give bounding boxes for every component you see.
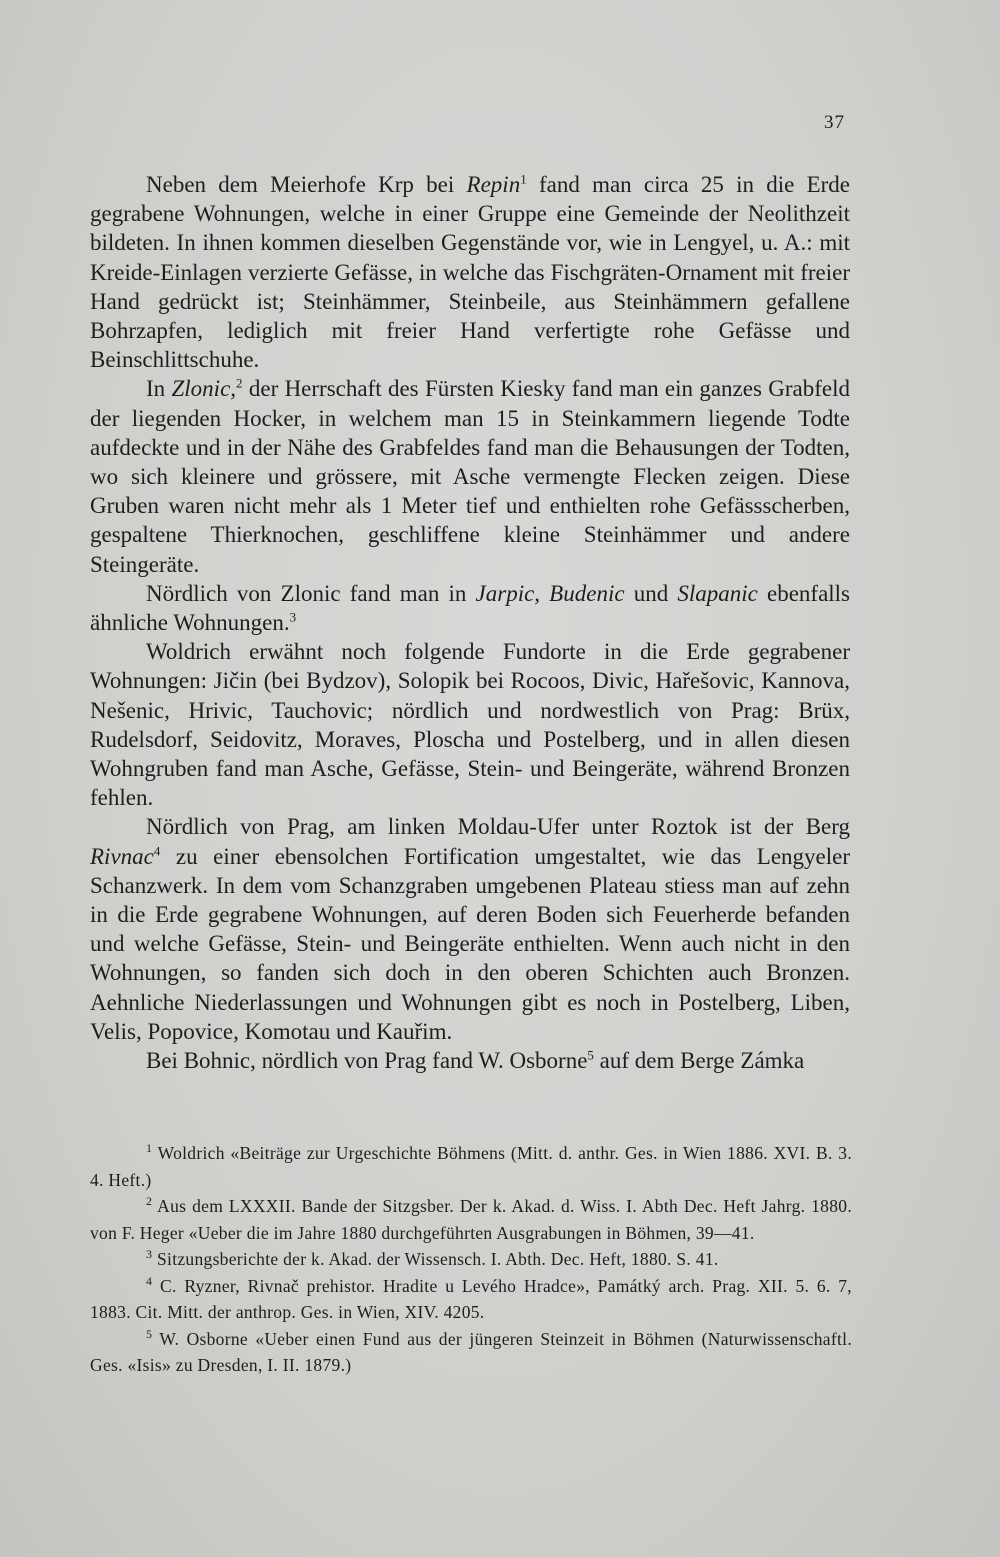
paragraph-bohnic: Bei Bohnic, nördlich von Prag fand W. Osborne$^5$ auf dem Berge Zámka: [146, 1047, 805, 1074]
footnote-3: $^3$ Sitzungsberichte der k. Akad. der Wissensch. I. Abth. Dec. Heft, 1880. S. 41.: [146, 1247, 719, 1269]
footnote-ref: 2: [236, 375, 243, 391]
footnote-ref: 4: [153, 843, 161, 859]
footnote-2: $^2$ Aus dem LXXXII. Bande der Sitzgsber. Der k. Akad. d. Wiss. I. Abth Dec. Heft Jahrg. 1880. von F. Heger «Ueber die im Jahre 1880 durchgeführten Ausgrabungen in Böhmen, 39—41.: [90, 1194, 852, 1243]
footnote-1: $^1$ Woldrich «Beiträge zur Urgeschichte Böhmens (Mitt. d. anthr. Ges. in Wien 1886. XVI. B. 3. 4. Heft.): [90, 1141, 852, 1190]
footnote-ref: 1: [520, 171, 527, 187]
footnote-5: $^5$ W. Osborne «Ueber einen Fund aus der jüngeren Steinzeit in Böhmen (Naturwissenschaftl. Ges. «Isis» zu Dresden, I. II. 1879.): [90, 1326, 852, 1375]
paragraph-jarpic: Nördlich von Zlonic fand man in Jarpic, Budenic und Slapanic ebenfalls ähnliche Wohnungen.$^3$: [90, 580, 851, 636]
footnote-ref: 3: [289, 609, 297, 625]
body-text: [90, 170, 850, 1075]
footnote-4: $^4$ C. Ryzner, Rivnač prehistor. Hradite u Levého Hradce», Památký arch. Prag. XII. 5. 6. 7, 1883. Cit. Mitt. der anthrop. Ges. in Wien, XIV. 4205.: [90, 1273, 852, 1322]
paragraph-woldrich: Woldrich erwähnt noch folgende Fundorte in die Erde gegrabener Wohnungen: Jičin (bei Bydzov), Solopik bei Rocoos, Divic, Hařešovic, Kannova, Nešenic, Hrivic, Tauchovic; nördlich und nordwestlich von Prag: Brüx, Rudelsdorf, Seidovitz, Moraves, Ploscha und Postelberg, und in allen diesen Wohngruben fand man Asche, Gefässe, Stein- und Beingeräte, während Bronzen fehlen.: [90, 639, 850, 811]
paragraph-repin: Neben dem Meierhofe Krp bei Repin$^1$ fand man circa 25 in die Erde gegrabene Wohnungen, welche in einer Gruppe eine Gemeinde der Neolithzeit bildeten. In ihnen kommen dieselben Gegenstände vor, wie in Lengyel, u. A.: mit Kreide-Einlagen verzierte Gefässe, in welche das Fischgräten-Ornament mit freier Hand gedrückt ist; Steinhämmer, Steinbeile, aus Steinhämmern gefallene Bohrzapfen, lediglich mit freier Hand verfertigte rohe Gefässe und Beinschlittschuhe.: [90, 171, 851, 373]
page-number: 37: [824, 112, 845, 133]
paragraph-zlonic: In Zlonic,$^2$ der Herrschaft des Fürsten Kiesky fand man ein ganzes Grabfeld der liegenden Hocker, in welchem man 15 in Steinkammern liegende Todte aufdeckte und in der Nähe des Grabfeldes fand man die Behausungen der Todten, wo sich kleinere und grössere, mit Asche vermengte Flecken zeigen. Diese Gruben waren nicht mehr als 1 Meter tief und enthielten rohe Gefässscherben, gespaltene Thierknochen, geschliffene kleine Steinhämmer und andere Steingeräte.: [90, 375, 850, 577]
footnote-ref: 5: [587, 1047, 594, 1063]
paragraph-rivnac: Nördlich von Prag, am linken Moldau-Ufer unter Roztok ist der Berg Rivnac$^4$ zu einer ebensolchen Fortification umgestaltet, wie das Lengyeler Schanzwerk. In dem vom Schanzgraben umgebenen Plateau stiess man auf zehn in die Erde gegrabene Wohnungen, auf deren Boden sich Feuerherde befanden und welche Gefässe, Stein- und Beingeräte enthielten. Wenn auch nicht in den Wohnungen, so fanden sich doch in den oberen Schichten auch Bronzen. Aehnliche Niederlassungen und Wohnungen gibt es noch in Postelberg, Liben, Velis, Popovice, Komotau und Kauřim.: [90, 814, 850, 1044]
footnotes: [90, 1140, 852, 1379]
